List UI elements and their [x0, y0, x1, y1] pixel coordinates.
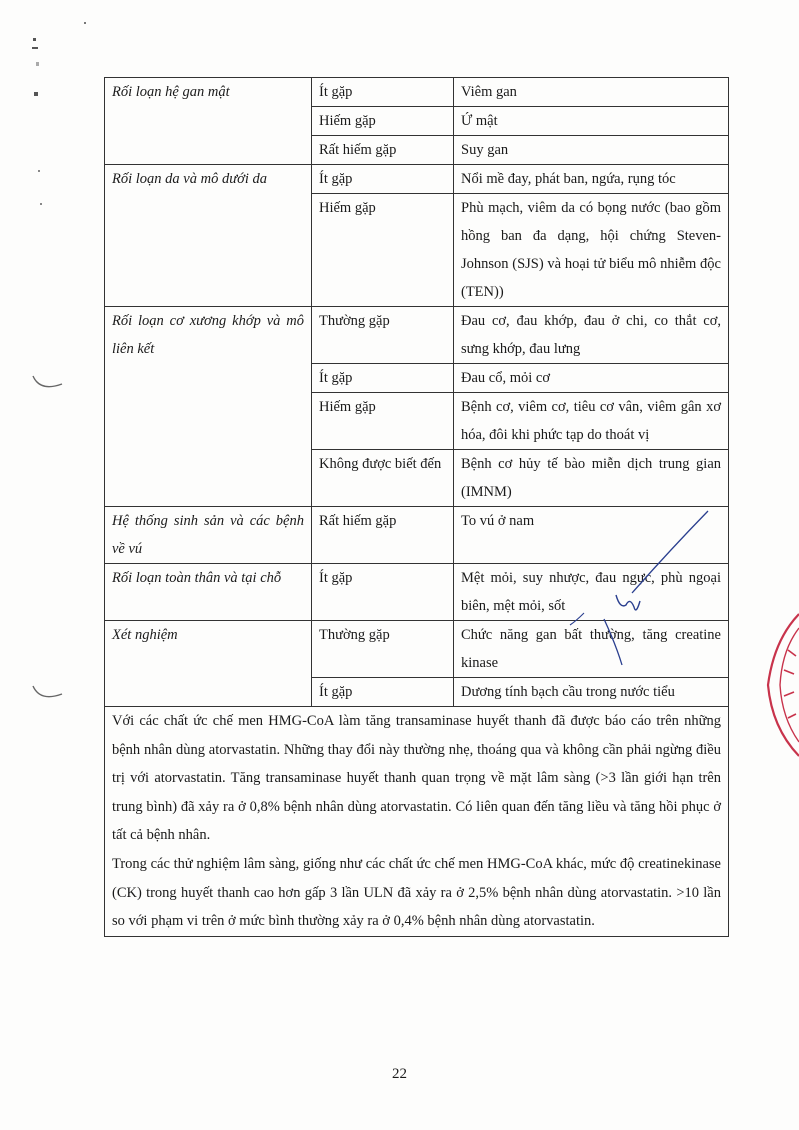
scan-speck — [36, 62, 39, 66]
transaminase-note-cell — [105, 707, 729, 937]
reaction-cell: Đau cổ, mỏi cơ — [454, 364, 729, 393]
reaction-cell: Phù mạch, viêm da có bọng nước (bao gồm hồng ban đa dạng, hội chứng Steven-Johnson (SJS) và hoại tử biểu mô nhiễm độc (TEN)) — [454, 194, 729, 307]
table-row — [105, 507, 729, 564]
scan-speck — [40, 203, 42, 205]
frequency-cell: Ít gặp — [312, 364, 454, 393]
frequency-cell: Hiếm gặp — [312, 107, 454, 136]
table-row — [105, 564, 729, 621]
frequency-cell: Thường gặp — [312, 621, 454, 678]
reaction-cell: Chức năng gan bất thường, tăng creatine kinase — [454, 621, 729, 678]
frequency-cell: Ít gặp — [312, 165, 454, 194]
scan-speck — [34, 92, 38, 96]
table-row — [105, 707, 729, 937]
organ-class-cell: Rối loạn hệ gan mật — [105, 78, 312, 165]
scan-speck — [33, 38, 36, 41]
reaction-cell: Dương tính bạch cầu trong nước tiểu — [454, 678, 729, 707]
organ-class-cell: Rối loạn da và mô dưới da — [105, 165, 312, 307]
note-paragraph: Trong các thử nghiệm lâm sàng, giống như các chất ức chế men HMG-CoA khác, mức độ creatinekinase (CK) trong huyết thanh cao hơn gấp 3 lần ULN đã xảy ra ở 2,5% bệnh nhân dùng atorvastatin. >10 lần so với phạm vi trên ở mức bình thường xảy ra ở 0,4% bệnh nhân dùng atorvastatin. — [112, 855, 721, 930]
stamp-fragment — [760, 610, 799, 760]
page-number: 22 — [392, 1066, 407, 1082]
reaction-cell: Viêm gan — [454, 78, 729, 107]
frequency-cell: Rất hiếm gặp — [312, 507, 454, 564]
organ-class-cell: Xét nghiệm — [105, 621, 312, 707]
punch-hole-mark — [30, 372, 66, 394]
reaction-cell: Mệt mỏi, suy nhược, đau ngực, phù ngoại biên, mệt mỏi, sốt — [454, 564, 729, 621]
frequency-cell: Không được biết đến — [312, 450, 454, 507]
reaction-cell: Ứ mật — [454, 107, 729, 136]
reaction-cell: Bệnh cơ, viêm cơ, tiêu cơ vân, viêm gân xơ hóa, đôi khi phức tạp do thoát vị — [454, 393, 729, 450]
reaction-cell: Bệnh cơ hủy tế bào miễn dịch trung gian (IMNM) — [454, 450, 729, 507]
frequency-cell: Thường gặp — [312, 307, 454, 364]
frequency-cell: Ít gặp — [312, 78, 454, 107]
reaction-cell: Nổi mề đay, phát ban, ngứa, rụng tóc — [454, 165, 729, 194]
reaction-cell: To vú ở nam — [454, 507, 729, 564]
scan-speck — [84, 22, 86, 24]
frequency-cell: Rất hiếm gặp — [312, 136, 454, 165]
frequency-cell: Hiếm gặp — [312, 393, 454, 450]
organ-class-cell: Hệ thống sinh sản và các bệnh về vú — [105, 507, 312, 564]
table-row — [105, 307, 729, 364]
reaction-cell: Đau cơ, đau khớp, đau ở chi, co thắt cơ, sưng khớp, đau lưng — [454, 307, 729, 364]
note-paragraph: Với các chất ức chế men HMG-CoA làm tăng transaminase huyết thanh đã được báo cáo trên những bệnh nhân dùng atorvastatin. Những thay đổi này thường nhẹ, thoáng qua và không cần phải ngừng điều trị với atorvastatin. Tăng transaminase huyết thanh quan trọng về mặt lâm sàng (>3 lần giới hạn trên trung bình) đã xảy ra ở 0,8% bệnh nhân dùng atorvastatin. Có liên quan đến tăng liều và tăng hồi phục ở tất cả bệnh nhân. — [112, 713, 721, 844]
scan-speck — [38, 170, 40, 172]
organ-class-cell: Rối loạn cơ xương khớp và mô liên kết — [105, 307, 312, 507]
frequency-cell: Ít gặp — [312, 564, 454, 621]
organ-class-cell: Rối loạn toàn thân và tại chỗ — [105, 564, 312, 621]
table-row — [105, 78, 729, 107]
adverse-reactions-table — [104, 77, 729, 937]
scan-speck — [32, 47, 38, 49]
frequency-cell: Ít gặp — [312, 678, 454, 707]
punch-hole-mark — [30, 682, 66, 704]
frequency-cell: Hiếm gặp — [312, 194, 454, 307]
table-row — [105, 165, 729, 194]
reaction-cell: Suy gan — [454, 136, 729, 165]
table-row — [105, 621, 729, 678]
